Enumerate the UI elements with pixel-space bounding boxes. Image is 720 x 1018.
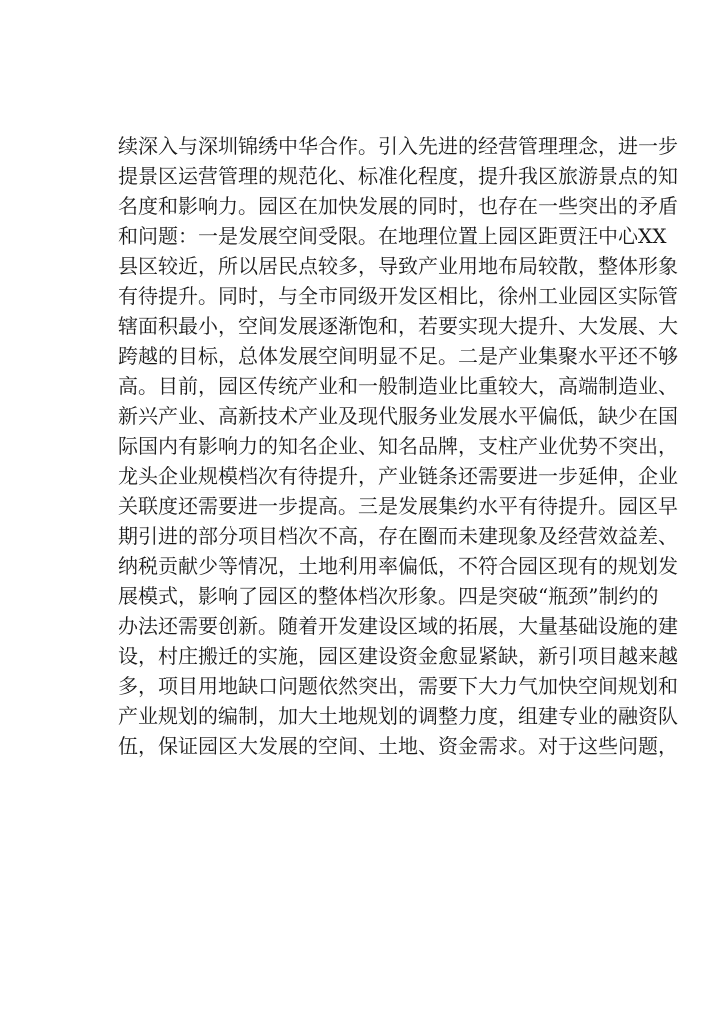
text-line: 高。目前，园区传统产业和一般制造业比重较大，高端制造业、 bbox=[118, 374, 678, 398]
text-line: 纳税贡献少等情况，土地利用率偏低，不符合园区现有的规划发 bbox=[118, 554, 678, 578]
text-line: 有待提升。同时，与全市同级开发区相比，徐州工业园区实际管 bbox=[118, 284, 678, 308]
text-line: 跨越的目标，总体发展空间明显不足。二是产业集聚水平还不够 bbox=[118, 344, 678, 368]
text-line: 期引进的部分项目档次不高，存在圈而未建现象及经营效益差、 bbox=[118, 524, 678, 548]
text-line: 关联度还需要进一步提高。三是发展集约水平有待提升。园区早 bbox=[118, 494, 678, 518]
text-line: 辖面积最小，空间发展逐渐饱和，若要实现大提升、大发展、大 bbox=[118, 314, 678, 338]
text-line: 县区较近，所以居民点较多，导致产业用地布局较散，整体形象 bbox=[118, 254, 678, 278]
text-line: 续深入与深圳锦绣中华合作。引入先进的经营管理理念，进一步 bbox=[118, 134, 678, 158]
text-line: 新兴产业、高新技术产业及现代服务业发展水平偏低，缺少在国 bbox=[118, 404, 678, 428]
text-line: 提景区运营管理的规范化、标准化程度，提升我区旅游景点的知 bbox=[118, 164, 678, 188]
text-line: 办法还需要创新。随着开发建设区域的拓展，大量基础设施的建 bbox=[118, 614, 678, 638]
text-line: 伍，保证园区大发展的空间、土地、资金需求。对于这些问题， bbox=[118, 734, 678, 758]
text-line: 多，项目用地缺口问题依然突出，需要下大力气加快空间规划和 bbox=[118, 674, 678, 698]
text-line: 龙头企业规模档次有待提升，产业链条还需要进一步延伸，企业 bbox=[118, 464, 678, 488]
text-line: 产业规划的编制，加大土地规划的调整力度，组建专业的融资队 bbox=[118, 704, 678, 728]
text-line: 名度和影响力。园区在加快发展的同时，也存在一些突出的矛盾 bbox=[118, 194, 678, 218]
text-line: 和问题：一是发展空间受限。在地理位置上园区距贾汪中心XX bbox=[118, 224, 667, 248]
text-line: 设，村庄搬迁的实施，园区建设资金愈显紧缺，新引项目越来越 bbox=[118, 644, 678, 668]
text-line: 展模式，影响了园区的整体档次形象。四是突破“瓶颈”制约的 bbox=[118, 584, 659, 608]
body-paragraph bbox=[118, 131, 678, 761]
text-line: 际国内有影响力的知名企业、知名品牌，支柱产业优势不突出， bbox=[118, 434, 678, 458]
